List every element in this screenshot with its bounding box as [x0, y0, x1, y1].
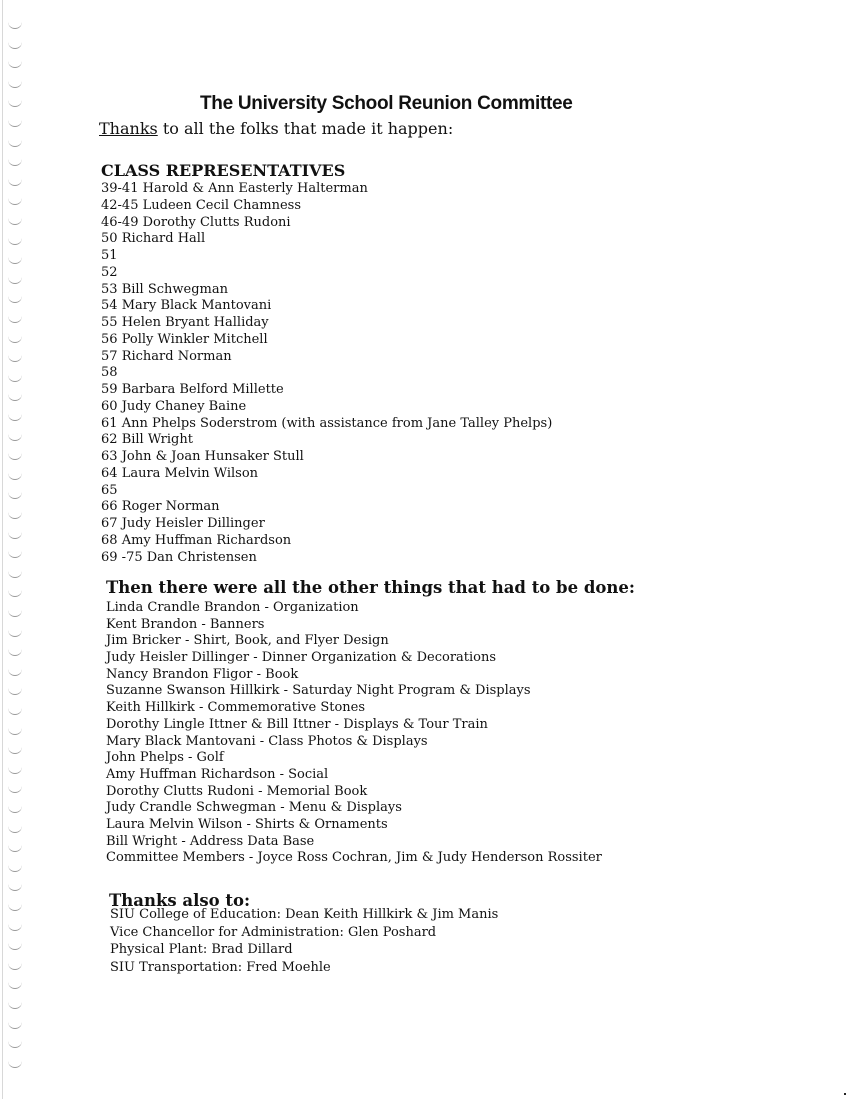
- class-rep-name: Harold & Ann Easterly Halterman: [142, 181, 368, 196]
- binding-hole: [8, 375, 22, 382]
- task-credit-item: Nancy Brandon Fligor - Book: [106, 666, 299, 682]
- scan-speck: [844, 1093, 846, 1095]
- class-rep-item: [101, 315, 552, 332]
- class-year: 68: [101, 532, 118, 548]
- class-rep-item: [101, 231, 552, 248]
- intro-line: [99, 119, 453, 138]
- class-year: 55: [101, 315, 118, 330]
- task-credit-item: Keith Hillkirk - Commemorative Stones: [106, 700, 366, 716]
- binding-hole: [8, 826, 22, 833]
- thanks-also-heading: Thanks also to:: [109, 891, 251, 910]
- class-year: 66: [101, 499, 118, 515]
- task-credit-item: Dorothy Clutts Rudoni - Memorial Book: [106, 783, 368, 799]
- class-year: 63: [101, 449, 118, 464]
- class-rep-item: [101, 382, 552, 399]
- binding-hole: [8, 277, 22, 284]
- class-rep-item: [101, 399, 552, 416]
- binding-hole: [8, 61, 22, 68]
- class-rep-item: [101, 499, 552, 516]
- binding-hole: [8, 473, 22, 480]
- class-rep-name: Helen Bryant Halliday: [121, 315, 269, 330]
- binding-hole: [8, 336, 22, 343]
- binding-hole: [8, 610, 22, 617]
- class-rep-name: Bill Schwegman: [121, 281, 228, 297]
- binding-hole: [8, 414, 22, 421]
- thanks-item: Physical Plant: Brad Dillard: [110, 942, 293, 957]
- binding-hole: [8, 42, 22, 49]
- binding-hole: [8, 865, 22, 872]
- class-year: 60: [101, 398, 118, 414]
- binding-hole: [8, 1061, 22, 1068]
- binding-hole: [8, 257, 22, 264]
- class-rep-name: Barbara Belford Millette: [121, 382, 284, 397]
- binding-hole: [8, 355, 22, 362]
- class-rep-item: [101, 365, 552, 382]
- binding-hole: [8, 649, 22, 656]
- class-year: 46-49: [101, 214, 139, 230]
- binding-hole: [8, 100, 22, 107]
- task-credit-item: Bill Wright - Address Data Base: [106, 833, 315, 849]
- binding-hole: [8, 1002, 22, 1009]
- task-credit-item: Linda Crandle Brandon - Organization: [106, 600, 359, 615]
- class-rep-item: [101, 466, 552, 483]
- class-rep-name: Dorothy Clutts Rudoni: [142, 214, 291, 230]
- binding-hole: [8, 81, 22, 88]
- binding-hole: [8, 904, 22, 911]
- binding-hole: [8, 845, 22, 852]
- task-credit-item: Jim Bricker - Shirt, Book, and Flyer Design: [106, 633, 389, 649]
- binding-hole: [8, 434, 22, 441]
- binding-hole: [8, 943, 22, 950]
- class-rep-name: Richard Hall: [121, 231, 206, 247]
- class-rep-item: [101, 215, 552, 232]
- binding-hole: [8, 669, 22, 676]
- binding-hole: [8, 159, 22, 166]
- binding-hole: [8, 786, 22, 793]
- intro-lead: Thanks: [99, 119, 158, 138]
- binding-hole: [8, 590, 22, 597]
- class-year: 54: [101, 298, 118, 314]
- class-year: 56: [101, 331, 118, 347]
- class-year: 53: [101, 281, 118, 297]
- binding-hole: [8, 22, 22, 29]
- class-year: 42-45: [101, 197, 139, 213]
- task-credit-item: Committee Members - Joyce Ross Cochran, Jim & Judy Henderson Rossiter: [106, 850, 602, 866]
- class-rep-name: Judy Heisler Dillinger: [121, 516, 265, 531]
- class-rep-item: [101, 550, 552, 567]
- binding-hole: [8, 1022, 22, 1029]
- page-title: The University School Reunion Committee: [200, 93, 573, 114]
- binding-hole: [8, 238, 22, 245]
- binding-hole: [8, 512, 22, 519]
- binding-hole: [8, 218, 22, 225]
- class-rep-item: [101, 416, 552, 433]
- class-year: 65: [101, 482, 118, 498]
- class-representatives-list: [101, 181, 552, 566]
- class-rep-item: [101, 483, 552, 500]
- binding-hole: [8, 296, 22, 303]
- class-rep-item: [101, 198, 552, 215]
- class-year: 52: [101, 264, 118, 280]
- class-rep-item: [101, 265, 552, 282]
- task-credit-item: Dorothy Lingle Ittner & Bill Ittner - Displays & Tour Train: [106, 716, 488, 732]
- binding-hole: [8, 140, 22, 147]
- class-year: 67: [101, 516, 118, 531]
- thanks-also-list: [110, 906, 498, 976]
- task-credit-item: Judy Crandle Schwegman - Menu & Displays: [106, 800, 402, 816]
- binding-hole: [8, 630, 22, 637]
- class-rep-name: Bill Wright: [121, 432, 193, 448]
- binding-hole: [8, 708, 22, 715]
- binding-hole: [8, 316, 22, 323]
- task-credit-item: Mary Black Mantovani - Class Photos & Displays: [106, 733, 428, 749]
- spiral-binding-edge: [0, 0, 28, 1099]
- class-year: 64: [101, 465, 118, 481]
- class-rep-name: Roger Norman: [121, 499, 220, 515]
- class-rep-item: [101, 516, 552, 533]
- binding-hole: [8, 963, 22, 970]
- class-rep-name: Laura Melvin Wilson: [121, 465, 259, 481]
- task-credit-item: Kent Brandon - Banners: [106, 616, 265, 632]
- binding-hole: [8, 551, 22, 558]
- binding-hole: [8, 198, 22, 205]
- task-credit-item: Laura Melvin Wilson - Shirts & Ornaments: [106, 816, 388, 832]
- task-credit-item: Amy Huffman Richardson - Social: [106, 766, 329, 782]
- binding-hole: [8, 982, 22, 989]
- class-rep-item: [101, 181, 552, 198]
- class-rep-item: [101, 449, 552, 466]
- binding-hole: [8, 532, 22, 539]
- class-rep-item: [101, 349, 552, 366]
- class-rep-item: [101, 282, 552, 299]
- class-representatives-heading: CLASS REPRESENTATIVES: [101, 161, 346, 180]
- binding-hole: [8, 884, 22, 891]
- class-year: 59: [101, 382, 118, 397]
- binding-hole: [8, 924, 22, 931]
- class-rep-name: John & Joan Hunsaker Stull: [121, 449, 304, 464]
- thanks-item: SIU College of Education: Dean Keith Hillkirk & Jim Manis: [110, 907, 499, 922]
- thanks-item: Vice Chancellor for Administration: Glen Poshard: [110, 924, 437, 940]
- binding-hole: [8, 728, 22, 735]
- class-rep-item: [101, 432, 552, 449]
- binding-hole: [8, 492, 22, 499]
- class-rep-name: Richard Norman: [121, 348, 232, 364]
- class-rep-name: Amy Huffman Richardson: [121, 532, 292, 548]
- binding-hole: [8, 394, 22, 401]
- class-year: 62: [101, 432, 118, 448]
- class-rep-name: Ann Phelps Soderstrom (with assistance from Jane Talley Phelps): [121, 415, 553, 431]
- other-things-list: [106, 600, 602, 867]
- binding-hole: [8, 571, 22, 578]
- binding-hole: [8, 688, 22, 695]
- class-rep-name: Judy Chaney Baine: [121, 398, 247, 414]
- class-year: 58: [101, 365, 118, 381]
- class-year: 57: [101, 348, 118, 364]
- task-credit-item: John Phelps - Golf: [106, 750, 224, 766]
- class-year: 39-41: [101, 181, 139, 196]
- binding-hole: [8, 453, 22, 460]
- task-credit-item: Judy Heisler Dillinger - Dinner Organization & Decorations: [106, 650, 497, 666]
- class-rep-item: [101, 248, 552, 265]
- class-rep-name: Polly Winkler Mitchell: [121, 331, 268, 347]
- task-credit-item: Suzanne Swanson Hillkirk - Saturday Night Program & Displays: [106, 683, 531, 699]
- class-year: 51: [101, 248, 118, 263]
- other-things-heading: Then there were all the other things that had to be done:: [106, 578, 635, 597]
- binding-hole: [8, 806, 22, 813]
- class-rep-name: Dan Christensen: [146, 549, 257, 565]
- class-rep-item: [101, 298, 552, 315]
- binding-hole: [8, 1041, 22, 1048]
- binding-hole: [8, 747, 22, 754]
- intro-rest: to all the folks that made it happen:: [157, 119, 454, 138]
- thanks-item: SIU Transportation: Fred Moehle: [110, 959, 331, 975]
- binding-hole: [8, 767, 22, 774]
- class-year: 69 -75: [101, 549, 143, 565]
- class-year: 50: [101, 231, 118, 247]
- class-rep-name: Mary Black Mantovani: [121, 298, 272, 314]
- binding-hole: [8, 120, 22, 127]
- class-rep-item: [101, 332, 552, 349]
- binding-rule: [2, 0, 3, 1099]
- class-rep-item: [101, 533, 552, 550]
- class-rep-name: Ludeen Cecil Chamness: [142, 197, 302, 213]
- binding-hole: [8, 179, 22, 186]
- class-year: 61: [101, 415, 118, 431]
